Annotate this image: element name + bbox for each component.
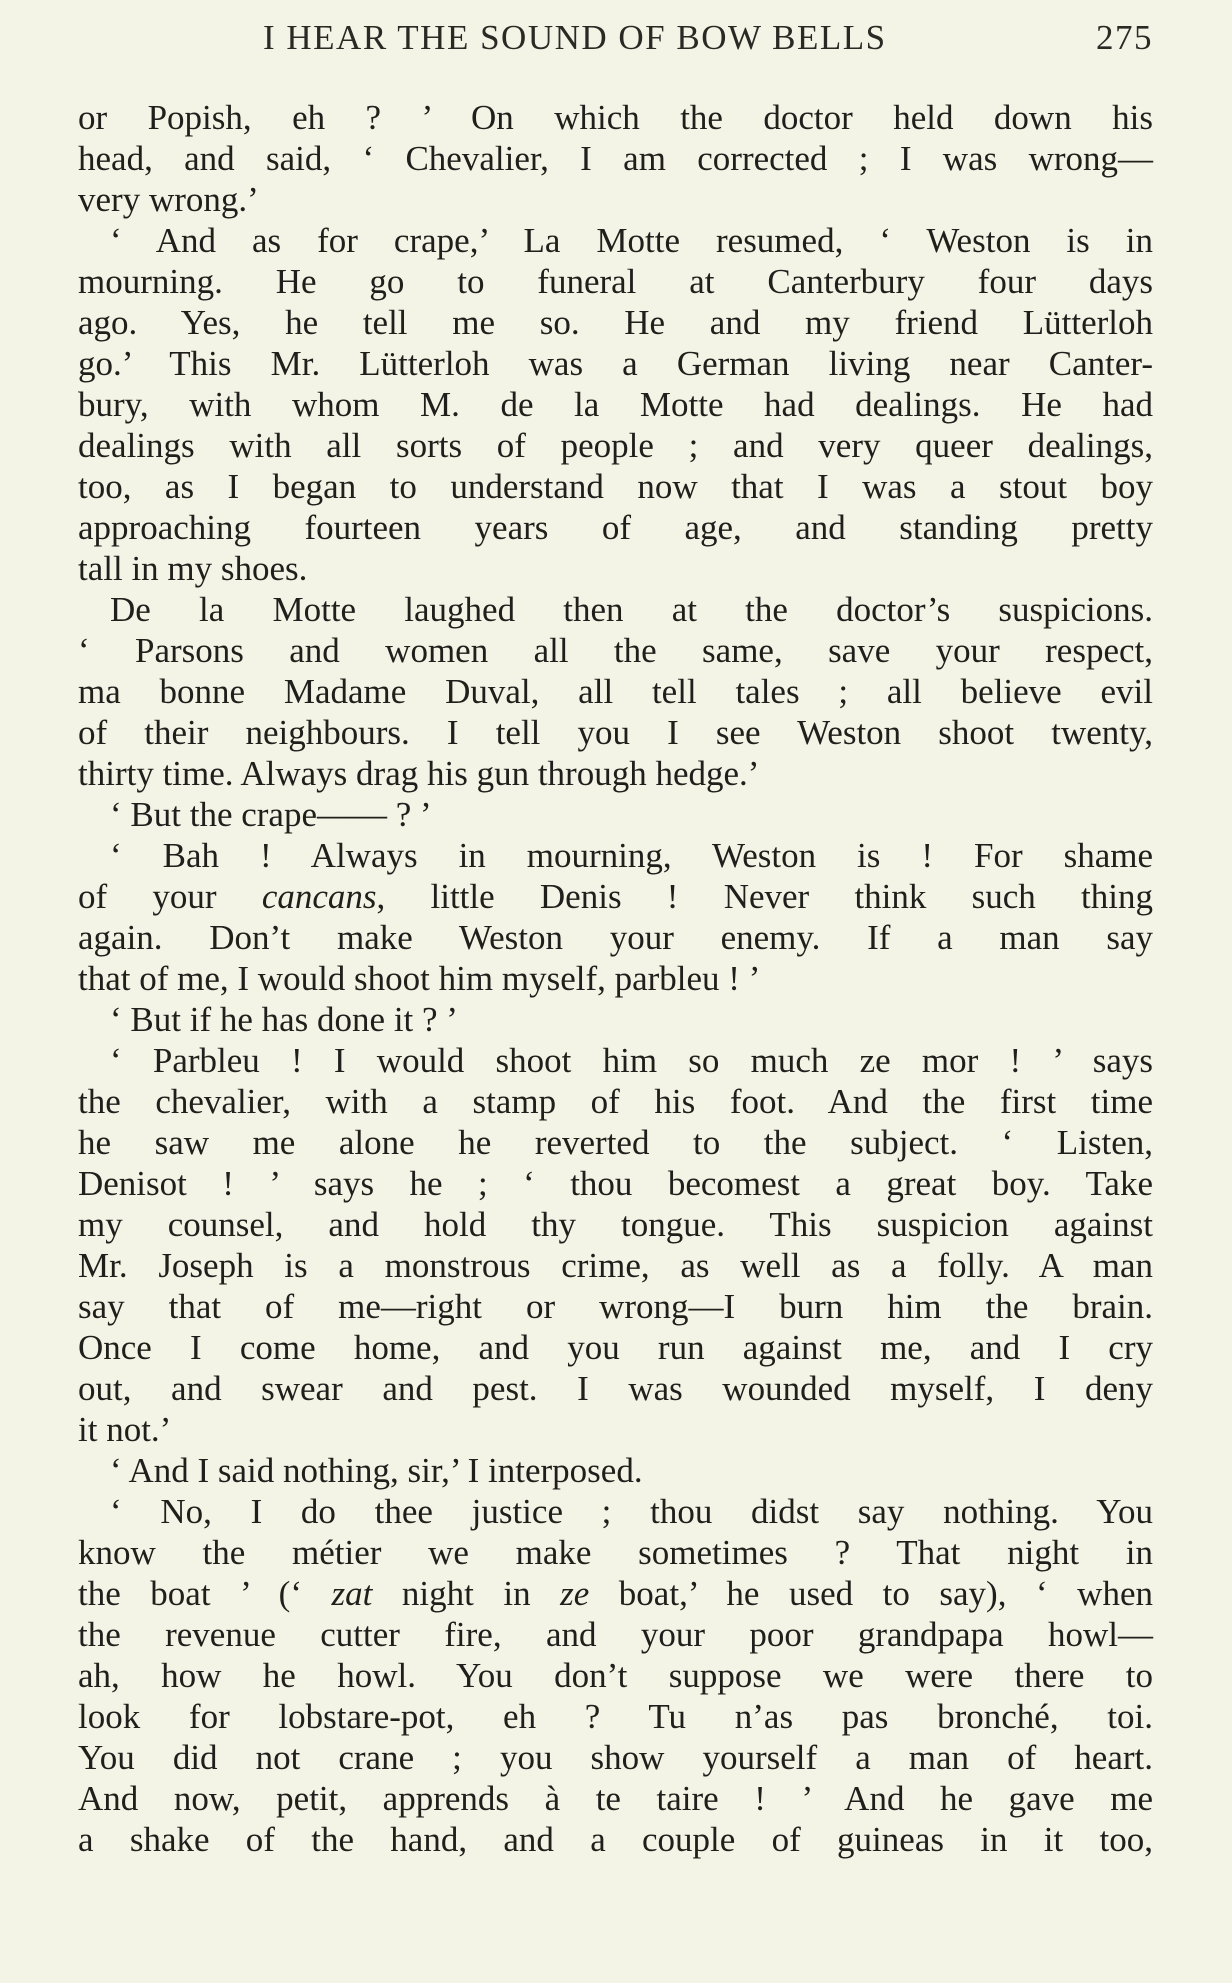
text-line: ago. Yes, he tell me so. He and my friend Lütterloh <box>78 303 1153 342</box>
text-line: mourning. He go to funeral at Canterbury four days <box>78 262 1153 301</box>
text-line: thirty time. Always drag his gun through hedge.’ <box>78 754 760 793</box>
page-number: 275 <box>1096 18 1153 57</box>
text-line: that of me, I would shoot him myself, parbleu ! ’ <box>78 959 761 998</box>
text-line: tall in my shoes. <box>78 549 308 588</box>
text-line: of their neighbours. I tell you I see Weston shoot twenty, <box>78 713 1153 752</box>
text-line: head, and said, ‘ Chevalier, I am corrected ; I was wrong— <box>78 139 1153 178</box>
text-line: ma bonne Madame Duval, all tell tales ; all believe evil <box>78 672 1153 711</box>
text-line: my counsel, and hold thy tongue. This suspicion against <box>78 1205 1153 1244</box>
text-line: ‘ And as for crape,’ La Motte resumed, ‘ Weston is in <box>110 221 1153 260</box>
running-head <box>78 18 1153 68</box>
text-line: ‘ Bah ! Always in mourning, Weston is ! For shame <box>110 836 1153 875</box>
text-line: Mr. Joseph is a monstrous crime, as well as a folly. A man <box>78 1246 1153 1285</box>
text-line: the chevalier, with a stamp of his foot. And the first time <box>78 1082 1153 1121</box>
text-line: Once I come home, and you run against me, and I cry <box>78 1328 1153 1367</box>
body-text <box>78 97 1153 1860</box>
text-line: ‘ Parsons and women all the same, save your respect, <box>78 631 1153 670</box>
text-line: ‘ But if he has done it ? ’ <box>110 1000 458 1039</box>
text-line: approaching fourteen years of age, and standing pretty <box>78 508 1153 547</box>
text-line: too, as I began to understand now that I was a stout boy <box>78 467 1153 506</box>
text-line: And now, petit, apprends à te taire ! ’ And he gave me <box>78 1779 1153 1818</box>
text-line: ‘ No, I do thee justice ; thou didst say nothing. You <box>110 1492 1153 1531</box>
text-line: ‘ And I said nothing, sir,’ I interposed. <box>110 1451 643 1490</box>
text-line: know the métier we make sometimes ? That night in <box>78 1533 1153 1572</box>
italic-word: cancans <box>261 877 377 916</box>
italic-word: zat <box>331 1574 373 1613</box>
text-line: or Popish, eh ? ’ On which the doctor held down his <box>78 98 1153 137</box>
text-line: ‘ But the crape—— ? ’ <box>110 795 432 834</box>
text-line: a shake of the hand, and a couple of guineas in it too, <box>78 1820 1153 1859</box>
text-line: say that of me—right or wrong—I burn him the brain. <box>78 1287 1153 1326</box>
text-line: You did not crane ; you show yourself a man of heart. <box>78 1738 1153 1777</box>
text-line: Denisot ! ’ says he ; ‘ thou becomest a great boy. Take <box>78 1164 1153 1203</box>
text-line: look for lobstare-pot, eh ? Tu n’as pas bronché, toi. <box>78 1697 1153 1736</box>
text-line: ‘ Parbleu ! I would shoot him so much ze mor ! ’ says <box>110 1041 1153 1080</box>
text-line: the revenue cutter fire, and your poor grandpapa howl— <box>78 1615 1153 1654</box>
text-line: very wrong.’ <box>78 180 259 219</box>
text-line: of your cancans, little Denis ! Never think such thing <box>78 877 1153 916</box>
text-line: again. Don’t make Weston your enemy. If a man say <box>78 918 1153 957</box>
text-line: ah, how he howl. You don’t suppose we were there to <box>78 1656 1153 1695</box>
italic-word: ze <box>560 1574 590 1613</box>
text-line: bury, with whom M. de la Motte had dealings. He had <box>78 385 1153 424</box>
text-line: he saw me alone he reverted to the subject. ‘ Listen, <box>78 1123 1153 1162</box>
text-line: go.’ This Mr. Lütterloh was a German living near Canter- <box>78 344 1153 383</box>
text-line: out, and swear and pest. I was wounded myself, I deny <box>78 1369 1153 1408</box>
text-line: the boat ’ (‘ zat night in ze boat,’ he used to say), ‘ when <box>78 1574 1153 1613</box>
text-line: De la Motte laughed then at the doctor’s suspicions. <box>110 590 1153 629</box>
text-line: dealings with all sorts of people ; and very queer dealings, <box>78 426 1153 465</box>
running-title: I HEAR THE SOUND OF BOW BELLS <box>263 18 887 57</box>
text-line: it not.’ <box>78 1410 172 1449</box>
